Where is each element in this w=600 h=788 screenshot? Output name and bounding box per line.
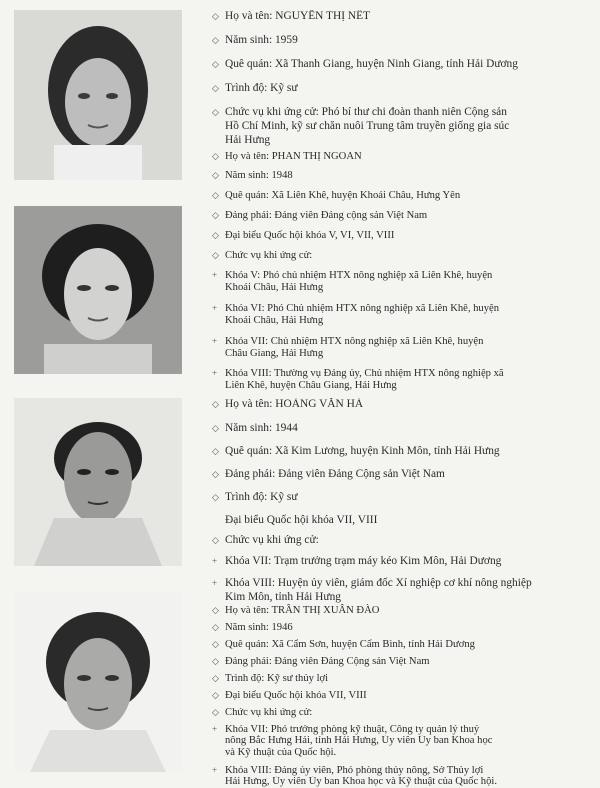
bullet-icon: ◇ — [212, 107, 219, 117]
bullet-icon: ◇ — [212, 639, 219, 649]
info-line: ◇ Đại biểu Quốc hội khóa V, VI, VII, VIII — [212, 230, 395, 241]
info-line: ◇ Quê quán: Xã Kim Lương, huyện Kinh Môn, tỉnh Hải Hưng — [212, 445, 500, 457]
info-line: ◇ Đảng phái: Đảng viên Đảng Cộng sản Việt Nam — [212, 468, 445, 480]
name-line: ◇ Họ và tên: PHAN THỊ NGOAN — [212, 151, 362, 162]
info-line: ◇ Chức vụ khi ứng cử: — [212, 707, 313, 718]
info-line: ◇ Chức vụ khi ứng cử: — [212, 534, 319, 546]
info-line: ◇ Quê quán: Xã Liên Khê, huyện Khoái Châu, Hưng Yên — [212, 190, 461, 201]
info-line: ◇ Năm sinh: 1959 — [212, 34, 298, 46]
bullet-icon: ◇ — [212, 423, 219, 433]
bullet-icon: + — [212, 578, 218, 588]
bullet-icon: ◇ — [212, 11, 219, 21]
info-line: ◇ Trình độ: Kỹ sư thủy lợi — [212, 673, 329, 684]
info-line: + Khóa VII: Chủ nhiệm HTX nông nghiệp xã Liên Khê, huyện — [212, 336, 484, 347]
info-line: ◇ Năm sinh: 1944 — [212, 422, 298, 434]
info-line-cont: và Kỹ thuật của Quốc hội. — [225, 747, 337, 758]
bullet-icon: ◇ — [212, 535, 219, 545]
info-line-cont: nông Bắc Hưng Hải, tỉnh Hải Hưng, Ủy viên Ủy ban Khoa học — [225, 735, 493, 746]
bullet-icon: + — [212, 368, 218, 378]
bullet-icon: ◇ — [212, 83, 219, 93]
bullet-icon: ◇ — [212, 230, 219, 240]
name-line: ◇ Họ và tên: HOÀNG VĂN HÀ — [212, 398, 364, 410]
info-line-cont: Liên Khê, huyện Châu Giang, Hải Hưng — [225, 380, 397, 391]
bullet-icon: ◇ — [212, 250, 219, 260]
bullet-icon: ◇ — [212, 399, 219, 409]
portrait-photo-4 — [14, 592, 182, 772]
info-line: + Khóa VI: Phó Chủ nhiệm HTX nông nghiệp xã Liên Khê, huyện — [212, 303, 500, 314]
portrait-photo-1 — [14, 10, 182, 180]
name-line: ◇ Họ và tên: NGUYỄN THỊ NẾT — [212, 10, 370, 22]
bullet-icon: ◇ — [212, 35, 219, 45]
bullet-icon: ◇ — [212, 151, 219, 161]
portrait-photo-2 — [14, 206, 182, 374]
bullet-icon: ◇ — [212, 673, 219, 683]
info-line: ◇ Năm sinh: 1946 — [212, 622, 293, 633]
bullet-icon: + — [212, 270, 218, 280]
info-line: ◇ Trình độ: Kỹ sư — [212, 491, 298, 503]
info-line-cont: Khoái Châu, Hải Hưng — [225, 315, 324, 326]
bullet-icon: ◇ — [212, 622, 219, 632]
info-line: ◇ Quê quán: Xã Cẩm Sơn, huyện Cẩm Bình, tỉnh Hải Dương — [212, 639, 475, 650]
info-line-cont: Châu Giang, Hải Hưng — [225, 348, 324, 359]
info-line: Đại biểu Quốc hội khóa VII, VIII — [225, 514, 378, 526]
bullet-icon: ◇ — [212, 210, 219, 220]
info-line-cont: Kim Môn, tỉnh Hải Hưng — [225, 591, 341, 603]
info-line: ◇ Đảng phái: Đảng viên Đảng Cộng sản Việt Nam — [212, 656, 430, 667]
portrait-photo-3 — [14, 398, 182, 566]
info-line: ◇ Đảng phái: Đảng viên Đảng cộng sản Việt Nam — [212, 210, 428, 221]
info-line: + Khóa VII: Phó trưởng phòng kỹ thuật, Công ty quản lý thuỷ — [212, 724, 480, 735]
info-line: ◇ Chức vụ khi ứng cử: Phó bí thư chi đoàn thanh niên Cộng sản — [212, 106, 507, 118]
bullet-icon: + — [212, 765, 218, 775]
info-line-cont: Hải Hưng, Ủy viên Ủy ban Khoa học và Kỹ thuật của Quốc hội. — [225, 776, 497, 787]
bullet-icon: + — [212, 556, 218, 566]
bullet-icon: ◇ — [212, 446, 219, 456]
info-line: ◇ Quê quán: Xã Thanh Giang, huyện Ninh Giang, tỉnh Hải Dương — [212, 58, 518, 70]
bullet-icon: ◇ — [212, 707, 219, 717]
bullet-icon: ◇ — [212, 605, 219, 615]
bullet-icon: ◇ — [212, 469, 219, 479]
info-line: + Khóa VIII: Huyện ủy viên, giám đốc Xí nghiệp cơ khí nông nghiệp — [212, 577, 532, 589]
info-line-cont: Khoái Châu, Hải Hưng — [225, 282, 324, 293]
bullet-icon: + — [212, 336, 218, 346]
info-line: ◇ Trình độ: Kỹ sư — [212, 82, 298, 94]
bullet-icon: ◇ — [212, 492, 219, 502]
bullet-icon: ◇ — [212, 59, 219, 69]
info-line-cont: Hồ Chí Minh, kỹ sư chăn nuôi Trung tâm truyền giống gia súc — [225, 120, 510, 132]
info-line: ◇ Chức vụ khi ứng cử: — [212, 250, 313, 261]
info-line: + Khóa VIII: Đảng ủy viên, Phó phòng thủy nông, Sở Thủy lợi — [212, 765, 484, 776]
bullet-icon: ◇ — [212, 170, 219, 180]
info-line-cont: Hải Hưng — [225, 134, 271, 146]
info-line: ◇ Năm sinh: 1948 — [212, 170, 293, 181]
bullet-icon: ◇ — [212, 656, 219, 666]
info-line: + Khóa VII: Trạm trưởng trạm máy kéo Kim Môn, Hải Dương — [212, 555, 502, 567]
bullet-icon: ◇ — [212, 690, 219, 700]
info-line: + Khóa V: Phó chủ nhiệm HTX nông nghiệp xã Liên Khê, huyện — [212, 270, 493, 281]
name-line: ◇ Họ và tên: TRẦN THỊ XUÂN ĐÀO — [212, 605, 380, 616]
bullet-icon: ◇ — [212, 190, 219, 200]
info-line: + Khóa VIII: Thường vụ Đảng ủy, Chủ nhiệm HTX nông nghiệp xã — [212, 368, 504, 379]
bullet-icon: + — [212, 303, 218, 313]
bullet-icon: + — [212, 724, 218, 734]
info-line: ◇ Đại biểu Quốc hội khóa VII, VIII — [212, 690, 367, 701]
